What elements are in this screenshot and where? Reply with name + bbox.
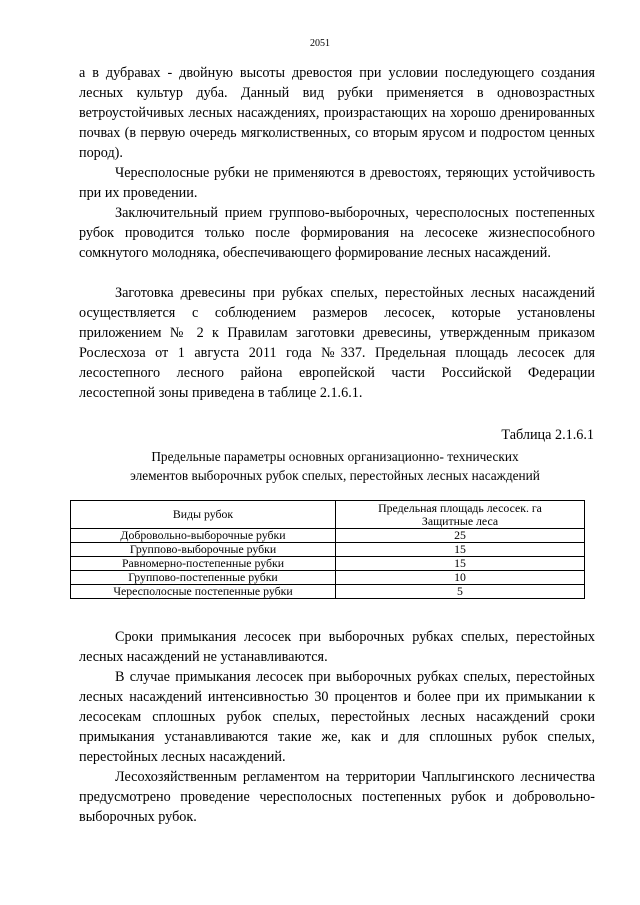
table-row bbox=[71, 557, 585, 571]
table-row bbox=[71, 585, 585, 599]
header-cutting-type: Виды рубок bbox=[71, 501, 336, 529]
paragraph-final-stage: Заключительный прием группово-выборочных, чересполосных постепенных рубок проводится только после формирования на лесосеке жизнеспособного сомкнутого молодняка, обеспечивающего формирование лесных насаждений. bbox=[79, 205, 595, 261]
table-caption bbox=[100, 447, 570, 485]
table-caption-line-2: элементов выборочных рубок спелых, перестойных лесных насаждений bbox=[130, 468, 540, 483]
table-row bbox=[71, 529, 585, 543]
paragraph-harvesting: Заготовка древесины при рубках спелых, перестойных лесных насаждений осуществляется с соблюдением размеров лесосек, которые установлены приложением № 2 к Правилам заготовки древесины, утвержденным приказом Рослесхоза от 1 августа 2011 года №337. Предельная площадь лесосек для лесостепного лесного района европейской части Российской Федерации лесостепной зоны приведена в таблице 2.1.6.1. bbox=[79, 285, 595, 401]
row-value: 15 bbox=[336, 557, 585, 571]
header-max-area bbox=[336, 501, 585, 529]
row-value: 25 bbox=[336, 529, 585, 543]
paragraph-continuation: а в дубравах - двойную высоты древостоя при условии последующего создания лесных культур дуба. Данный вид рубки применяется в одновозрастных ветроустойчивых лесных насаждениях, произрастающих на хорошо дренированных почвах (в первую очередь мягколиственных, со вторым ярусом и подростом ценных пород). bbox=[79, 65, 595, 161]
paragraph-adjacency-case: В случае примыкания лесосек при выборочных рубках спелых, перестойных лесных насаждений интенсивностью 30 процентов и более при их примыкании к лесосекам сплошных рубок спелых, перестойных лесных насаждений сроки примыкания устанавливаются такие же, как и для сплошных рубок спелых, перестойных лесных насаждений. bbox=[79, 669, 595, 765]
row-value: 15 bbox=[336, 543, 585, 557]
row-name: Чересполосные постепенные рубки bbox=[71, 585, 336, 599]
row-name: Равномерно-постепенные рубки bbox=[71, 557, 336, 571]
table-caption-line-1: Предельные параметры основных организационно- технических bbox=[151, 449, 519, 464]
header-max-area-line-1: Предельная площадь лесосек. га bbox=[378, 500, 542, 515]
paragraph-chereспolosnye: Чересполосные рубки не применяются в древостоях, теряющих устойчивость при их проведении. bbox=[79, 165, 595, 201]
table-row bbox=[71, 543, 585, 557]
row-value: 5 bbox=[336, 585, 585, 599]
row-name: Добровольно-выборочные рубки bbox=[71, 529, 336, 543]
paragraph-adjacency-terms: Сроки примыкания лесосек при выборочных рубках спелых, перестойных лесных насаждений не устанавливаются. bbox=[79, 629, 595, 665]
table-row bbox=[71, 571, 585, 585]
page-number: 2051 bbox=[310, 38, 330, 49]
header-max-area-line-2: Защитные леса bbox=[421, 513, 499, 528]
row-value: 10 bbox=[336, 571, 585, 585]
cutting-parameters-table bbox=[70, 500, 585, 599]
row-name: Группово-выборочные рубки bbox=[71, 543, 336, 557]
paragraph-regulation: Лесохозяйственным регламентом на территории Чаплыгинского лесничества предусмотрено проведение чересполосных постепенных рубок и добровольно-выборочных рубок. bbox=[79, 769, 595, 825]
table-header-row bbox=[71, 501, 585, 529]
row-name: Группово-постепенные рубки bbox=[71, 571, 336, 585]
table-label: Таблица 2.1.6.1 bbox=[501, 427, 594, 443]
